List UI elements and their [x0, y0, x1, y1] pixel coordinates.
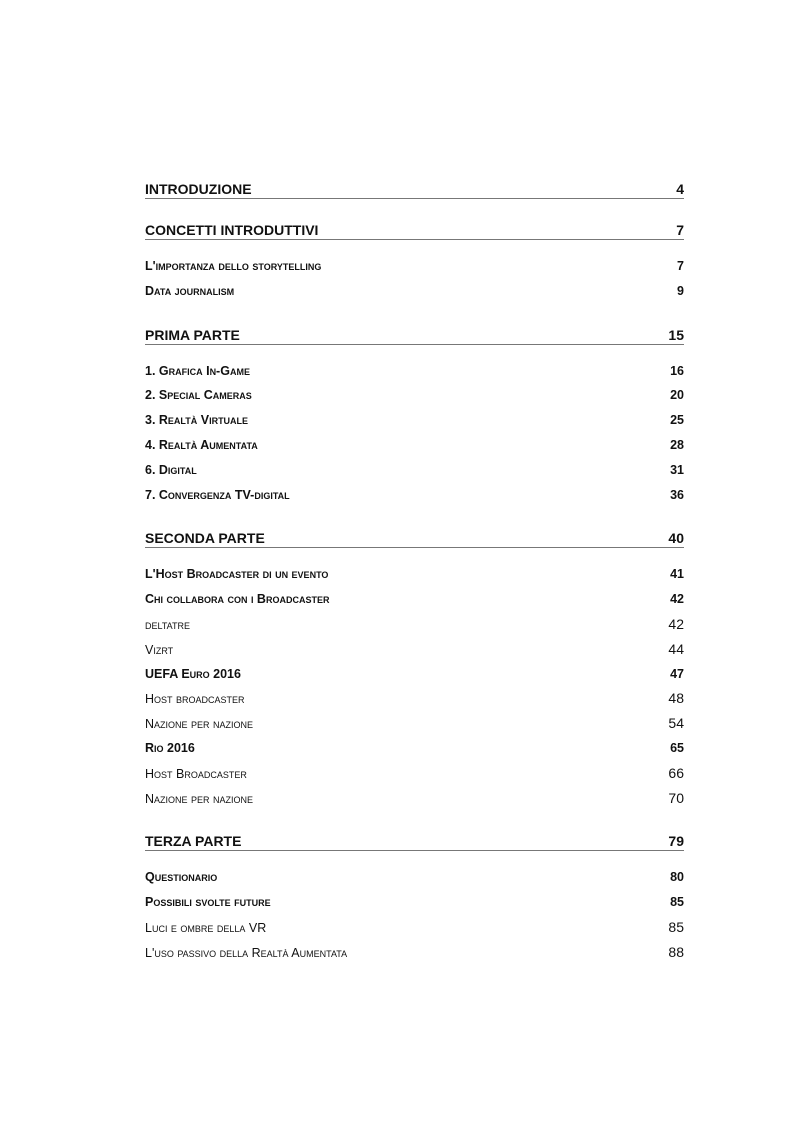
toc-entry-title: TERZA PARTE — [145, 833, 242, 850]
toc-page-number: 25 — [670, 413, 684, 428]
toc-entry-title: Host broadcaster — [145, 692, 245, 707]
toc-entry-title: L'uso passivo della Realtà Aumentata — [145, 945, 348, 960]
toc-page-number: 42 — [670, 592, 684, 607]
toc-entry-title: INTRODUZIONE — [145, 181, 252, 197]
toc-page-number: 85 — [668, 918, 684, 935]
toc-entry-title: Questionario — [145, 870, 218, 885]
toc-page-number: 42 — [668, 615, 684, 632]
toc-entry-title: CONCETTI INTRODUTTIVI — [145, 222, 319, 238]
toc-section-heading[interactable] — [145, 529, 684, 548]
toc-entry[interactable] — [145, 890, 684, 915]
toc-entry-title: Luci e ombre della VR — [145, 920, 267, 935]
toc-entry-title: PRIMA PARTE — [145, 326, 240, 343]
toc-entry-title: 2. Special Cameras — [145, 388, 252, 403]
toc-entry-title: L'Host Broadcaster di un evento — [145, 567, 329, 582]
toc-entry[interactable] — [145, 587, 684, 612]
toc-entry-title: 1. Grafica In-Game — [145, 363, 250, 378]
toc-entry-title: Data journalism — [145, 283, 235, 298]
toc-entry-title: Host Broadcaster — [145, 766, 247, 781]
toc-entry[interactable] — [145, 408, 684, 433]
toc-page-number: 70 — [668, 789, 684, 806]
toc-entry-title: L'importanza dello storytelling — [145, 259, 322, 273]
toc-page-number: 48 — [668, 690, 684, 707]
toc-subentry[interactable] — [145, 761, 684, 786]
toc-subentry[interactable] — [145, 686, 684, 711]
toc-entry[interactable] — [145, 359, 684, 384]
toc-page-number: 7 — [676, 222, 684, 238]
toc-page-number: 88 — [668, 943, 684, 960]
toc-entry[interactable] — [145, 254, 684, 279]
toc-entry-title: deltatre — [145, 617, 191, 632]
toc-section-heading[interactable] — [145, 326, 684, 345]
toc-page-number: 16 — [670, 363, 684, 378]
toc-subentry[interactable] — [145, 612, 684, 637]
toc-page-number: 28 — [670, 437, 684, 452]
toc-entry-title: Nazione per nazione — [145, 717, 253, 732]
toc-page-number: 20 — [670, 388, 684, 403]
toc-entry-title: SECONDA PARTE — [145, 530, 265, 547]
toc-entry[interactable] — [145, 483, 684, 508]
toc-page-number: 54 — [668, 715, 684, 732]
toc-entry-title: Possibili svolte future — [145, 895, 271, 910]
toc-page-number: 36 — [670, 487, 684, 502]
toc-page-number: 66 — [668, 764, 684, 781]
toc-entry[interactable] — [145, 433, 684, 458]
toc-entry[interactable] — [145, 279, 684, 304]
toc-entry-title: UEFA Euro 2016 — [145, 666, 241, 681]
toc-page-number: 15 — [668, 326, 684, 343]
toc-entry-title: 3. Realtà Virtuale — [145, 413, 249, 428]
toc-page-number: 44 — [668, 640, 684, 657]
toc-page-number: 85 — [670, 895, 684, 910]
toc-entry-title: 7. Convergenza TV-digital — [145, 487, 290, 502]
toc-subentry[interactable] — [145, 786, 684, 811]
toc-page-number: 7 — [677, 259, 684, 273]
toc-section-heading[interactable] — [145, 832, 684, 851]
toc-page-number: 65 — [670, 740, 684, 755]
toc-entry-title: Chi collabora con i Broadcaster — [145, 592, 330, 607]
toc-entry[interactable] — [145, 383, 684, 408]
toc-page-number: 80 — [670, 870, 684, 885]
toc-subentry[interactable] — [145, 915, 684, 940]
toc-entry-title: Vizrt — [145, 642, 174, 657]
toc-entry[interactable] — [145, 562, 684, 587]
toc-subentry[interactable] — [145, 711, 684, 736]
toc-page-number: 9 — [677, 283, 684, 298]
toc-entry-title: Rio 2016 — [145, 740, 195, 755]
toc-section-heading[interactable] — [145, 180, 684, 199]
toc-entry-title: Nazione per nazione — [145, 791, 253, 806]
table-of-contents — [145, 180, 684, 965]
toc-page-number: 41 — [670, 567, 684, 582]
toc-page-number: 79 — [668, 833, 684, 850]
toc-page-number: 31 — [670, 462, 684, 477]
toc-entry[interactable] — [145, 458, 684, 483]
toc-section-heading[interactable] — [145, 221, 684, 240]
toc-entry-title: 4. Realtà Aumentata — [145, 437, 258, 452]
toc-page-number: 47 — [670, 666, 684, 681]
toc-subentry[interactable] — [145, 940, 684, 965]
toc-entry[interactable] — [145, 865, 684, 890]
toc-page-number: 4 — [676, 181, 684, 197]
toc-entry[interactable] — [145, 736, 684, 761]
toc-entry-title: 6. Digital — [145, 462, 197, 477]
toc-page-number: 40 — [668, 530, 684, 547]
toc-subentry[interactable] — [145, 637, 684, 662]
toc-entry[interactable] — [145, 662, 684, 687]
